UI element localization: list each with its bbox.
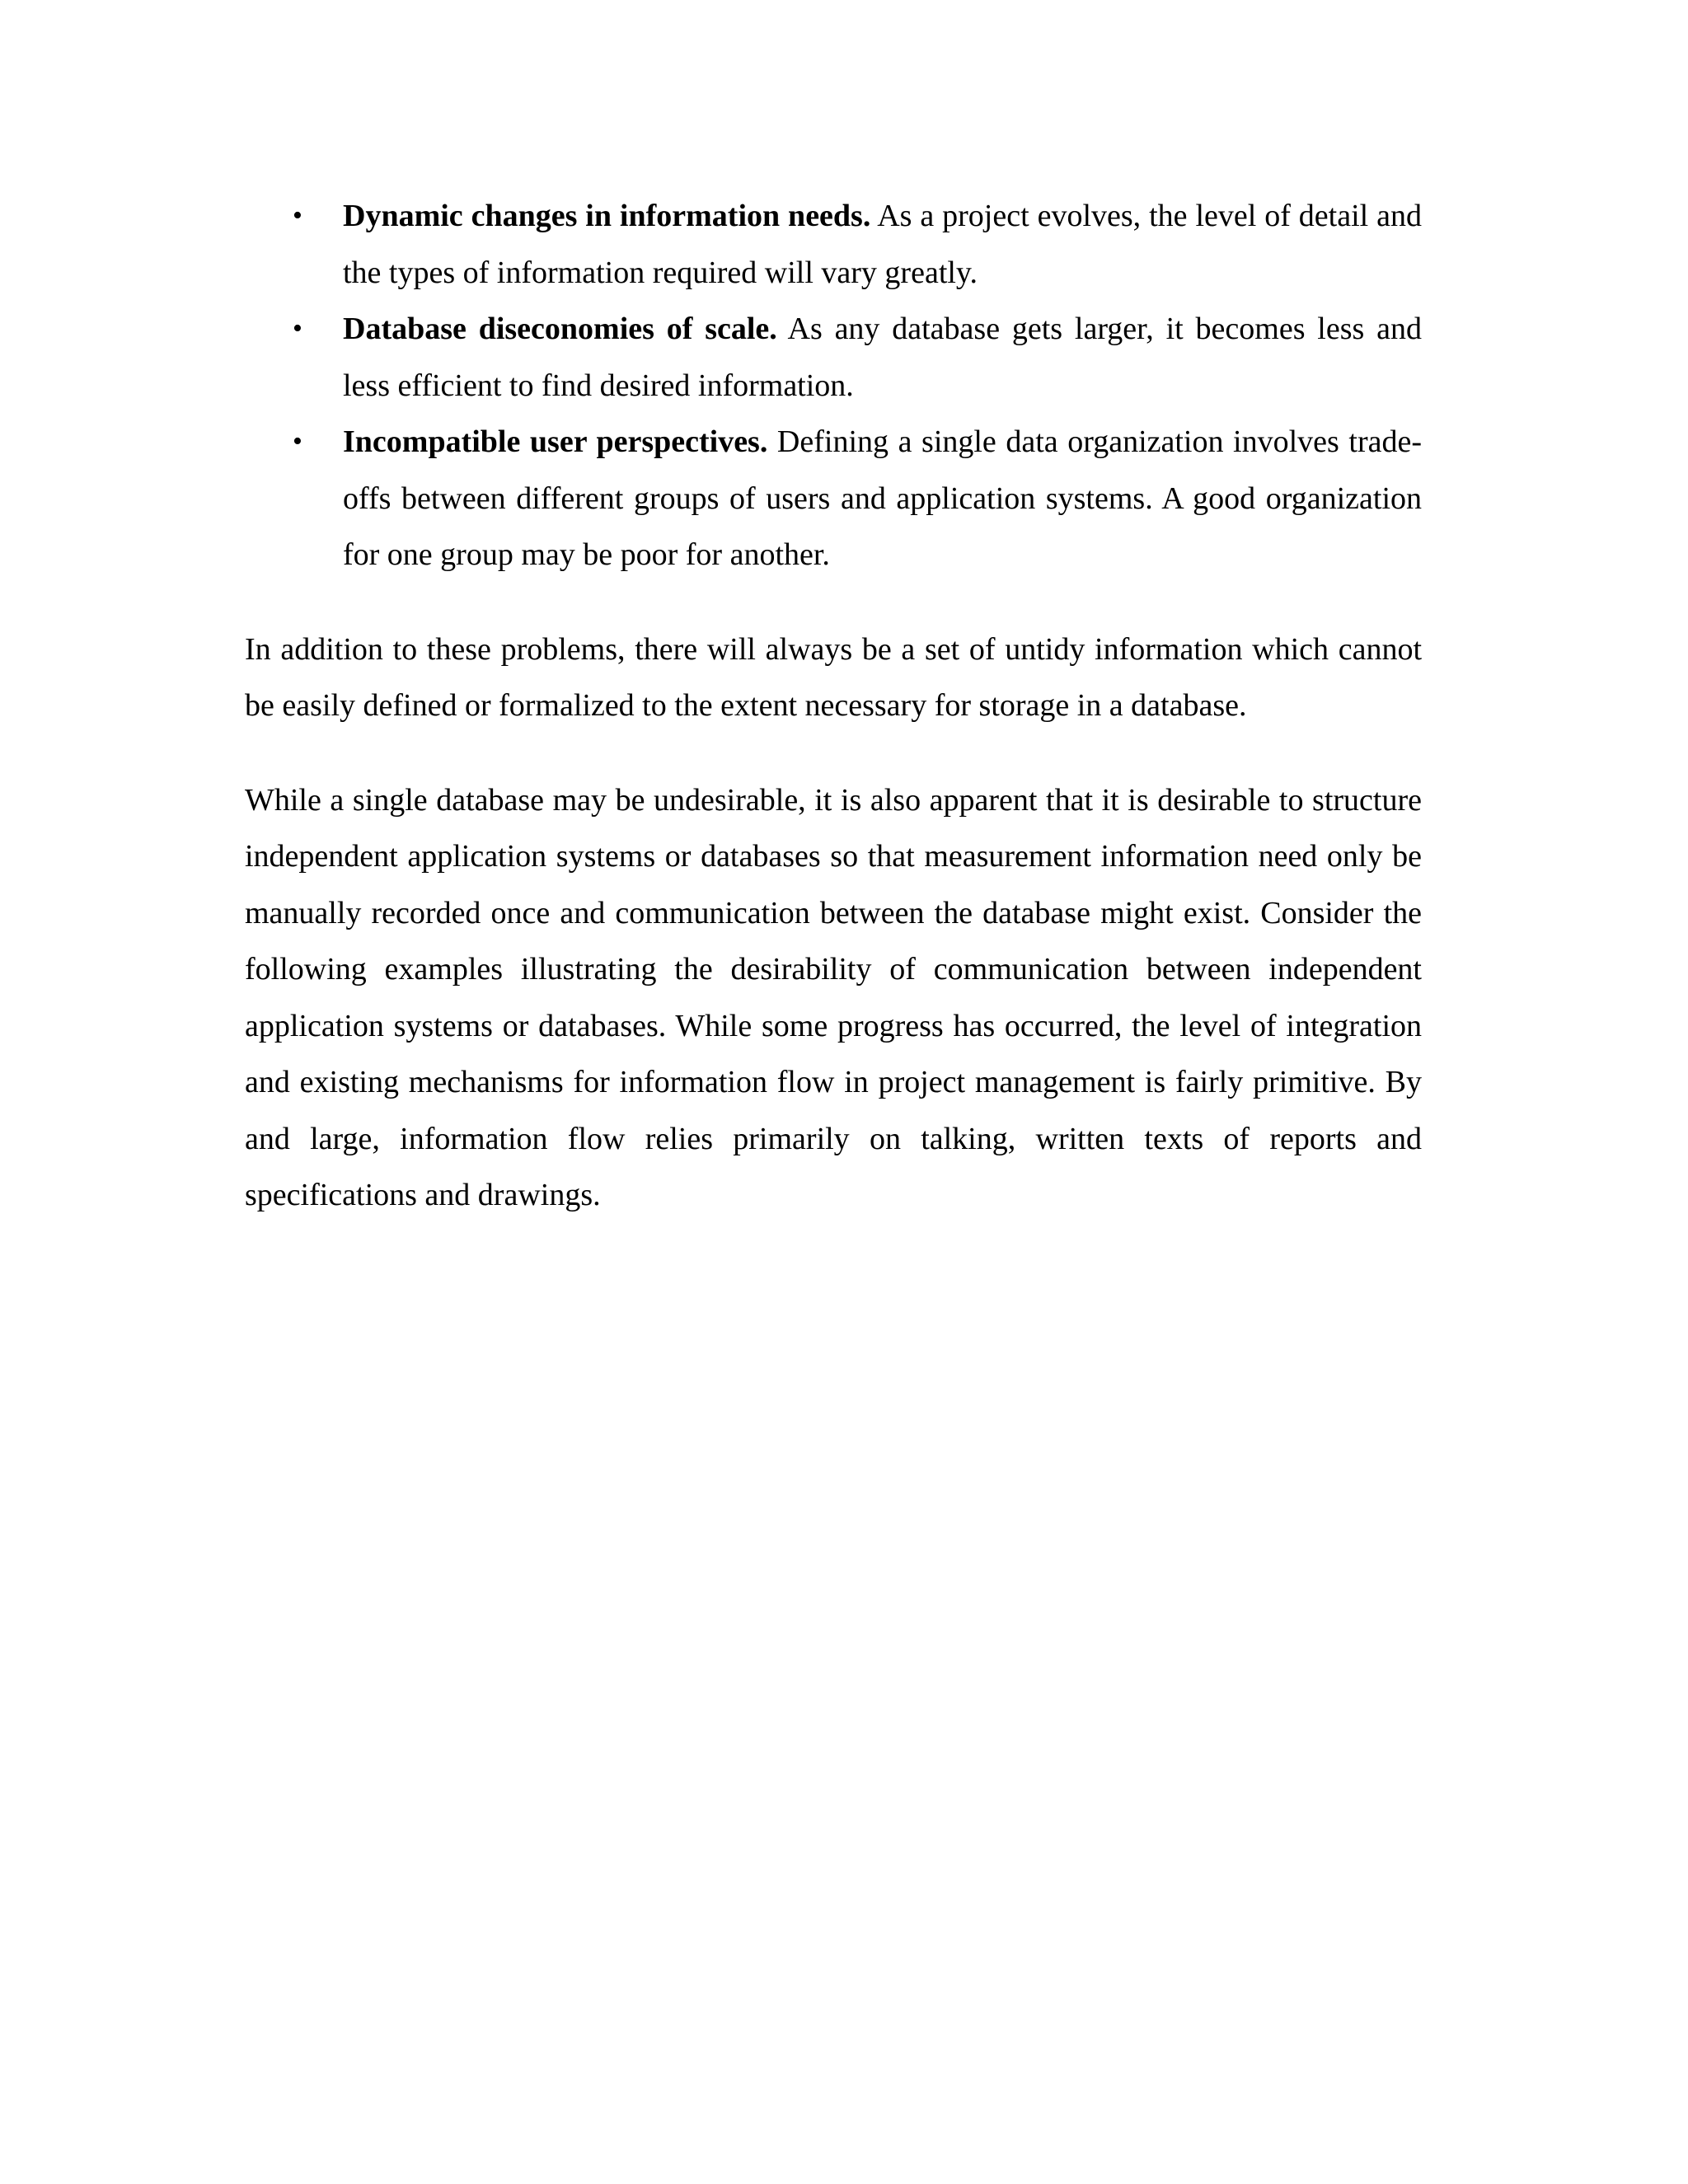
page-body — [245, 188, 1422, 1224]
list-item — [245, 188, 1422, 301]
bullet-text: Defining a single data organization involves trade-offs between different groups of users and application systems. A good organization for one group may be poor for another. — [343, 424, 1422, 572]
paragraph-independent-systems: While a single database may be undesirable, it is also apparent that it is desirable to structure independent application systems or databases so that measurement information need only be manually recorded once and communication between the database might exist. Consider the following examples illustrating the desirability of communication between independent application systems or databases. While some progress has occurred, the level of integration and existing mechanisms for information flow in project management is fairly primitive. By and large, information flow relies primarily on talking, written texts of reports and specifications and drawings. — [245, 782, 1422, 1212]
bullet-icon: • — [293, 426, 302, 457]
bullet-heading: Database diseconomies of scale. — [343, 312, 777, 346]
problem-list — [245, 188, 1422, 583]
bullet-heading: Dynamic changes in information needs. — [343, 199, 871, 233]
bullet-text: As a project evolves, the level of detail and the types of information required will vary greatly. — [343, 199, 1422, 290]
bullet-icon: • — [293, 200, 302, 231]
bullet-text: As any database gets larger, it becomes less and less efficient to find desired information. — [343, 312, 1422, 403]
bullet-icon: • — [293, 313, 302, 344]
paragraph-untidy-information: In addition to these problems, there will always be a set of untidy information which cannot be easily defined or formalized to the extent necessary for storage in a database. — [245, 631, 1422, 723]
list-item — [245, 414, 1422, 583]
bullet-heading: Incompatible user perspectives. — [343, 424, 768, 459]
list-item — [245, 301, 1422, 414]
